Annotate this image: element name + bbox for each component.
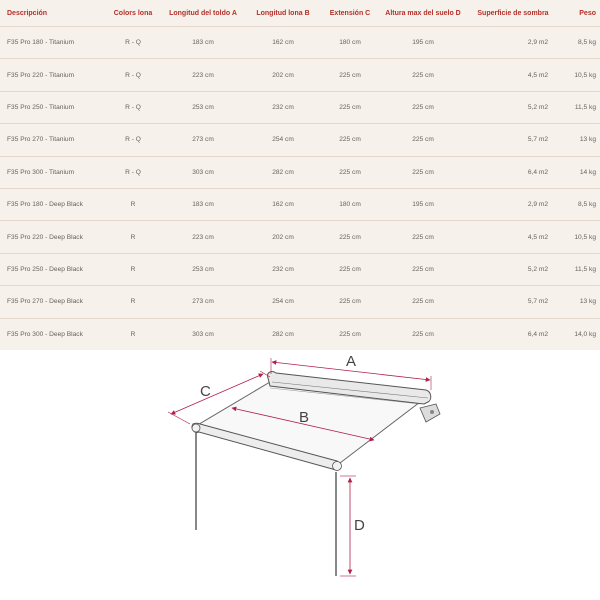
cell-colors: R - Q bbox=[104, 59, 162, 91]
table-header-row bbox=[0, 0, 600, 27]
cell-descripcion: F35 Pro 300 - Deep Black bbox=[0, 318, 104, 350]
cell-longitud-b: 282 cm bbox=[244, 156, 322, 188]
cell-extension-c: 225 cm bbox=[322, 91, 378, 123]
cell-longitud-a: 273 cm bbox=[162, 124, 244, 156]
cell-descripcion: F35 Pro 220 - Titanium bbox=[0, 59, 104, 91]
cell-peso: 11,5 kg bbox=[558, 91, 600, 123]
cell-colors: R bbox=[104, 188, 162, 220]
cell-descripcion: F35 Pro 300 - Titanium bbox=[0, 156, 104, 188]
table-row bbox=[0, 27, 600, 59]
header-altura-d: Altura max del suelo D bbox=[385, 9, 461, 17]
cell-altura-d: 225 cm bbox=[378, 91, 468, 123]
table-row bbox=[0, 221, 600, 253]
cell-longitud-b: 162 cm bbox=[244, 27, 322, 59]
cell-extension-c: 180 cm bbox=[322, 188, 378, 220]
front-bar-cap-left bbox=[192, 424, 200, 432]
cell-longitud-b: 232 cm bbox=[244, 91, 322, 123]
cell-descripcion: F35 Pro 220 - Deep Black bbox=[0, 221, 104, 253]
cell-peso: 10,5 kg bbox=[558, 59, 600, 91]
cell-longitud-a: 183 cm bbox=[162, 188, 244, 220]
cell-extension-c: 225 cm bbox=[322, 318, 378, 350]
header-colors: Colors lona bbox=[113, 9, 153, 17]
cell-longitud-b: 232 cm bbox=[244, 253, 322, 285]
table-row bbox=[0, 253, 600, 285]
cell-peso: 10,5 kg bbox=[558, 221, 600, 253]
cell-longitud-b: 282 cm bbox=[244, 318, 322, 350]
cell-superficie: 6,4 m2 bbox=[468, 318, 558, 350]
cell-altura-d: 225 cm bbox=[378, 253, 468, 285]
cell-superficie: 5,2 m2 bbox=[468, 253, 558, 285]
cell-altura-d: 225 cm bbox=[378, 156, 468, 188]
front-bar-cap-right bbox=[333, 462, 342, 471]
table-body bbox=[0, 27, 600, 350]
cell-peso: 8,5 kg bbox=[558, 188, 600, 220]
cell-descripcion: F35 Pro 250 - Deep Black bbox=[0, 253, 104, 285]
cell-longitud-a: 183 cm bbox=[162, 27, 244, 59]
table-row bbox=[0, 59, 600, 91]
cell-peso: 13 kg bbox=[558, 286, 600, 318]
cell-descripcion: F35 Pro 250 - Titanium bbox=[0, 91, 104, 123]
table-row bbox=[0, 91, 600, 123]
cell-peso: 14 kg bbox=[558, 156, 600, 188]
cell-descripcion: F35 Pro 270 - Deep Black bbox=[0, 286, 104, 318]
cell-longitud-b: 202 cm bbox=[244, 221, 322, 253]
header-extension-c: Extensión C bbox=[329, 9, 371, 17]
cell-descripcion: F35 Pro 270 - Titanium bbox=[0, 124, 104, 156]
awning-diagram bbox=[0, 340, 600, 600]
cell-altura-d: 195 cm bbox=[378, 27, 468, 59]
cell-longitud-a: 253 cm bbox=[162, 253, 244, 285]
cell-peso: 13 kg bbox=[558, 124, 600, 156]
cell-longitud-a: 223 cm bbox=[162, 59, 244, 91]
cell-peso: 14,0 kg bbox=[558, 318, 600, 350]
cell-superficie: 4,5 m2 bbox=[468, 221, 558, 253]
dimension-a-label: A bbox=[346, 353, 357, 370]
cell-altura-d: 225 cm bbox=[378, 318, 468, 350]
table-row bbox=[0, 124, 600, 156]
cell-longitud-b: 254 cm bbox=[244, 124, 322, 156]
cell-longitud-b: 162 cm bbox=[244, 188, 322, 220]
cell-peso: 8,5 kg bbox=[558, 27, 600, 59]
header-longitud-b: Longitud lona B bbox=[256, 9, 310, 17]
table-row bbox=[0, 286, 600, 318]
cell-extension-c: 225 cm bbox=[322, 253, 378, 285]
cell-altura-d: 225 cm bbox=[378, 59, 468, 91]
cell-altura-d: 225 cm bbox=[378, 221, 468, 253]
cell-colors: R bbox=[104, 318, 162, 350]
cell-longitud-a: 303 cm bbox=[162, 318, 244, 350]
cell-colors: R - Q bbox=[104, 91, 162, 123]
table-row bbox=[0, 188, 600, 220]
cell-colors: R bbox=[104, 221, 162, 253]
cell-superficie: 2,9 m2 bbox=[468, 188, 558, 220]
cell-colors: R - Q bbox=[104, 27, 162, 59]
cell-longitud-a: 253 cm bbox=[162, 91, 244, 123]
cell-extension-c: 225 cm bbox=[322, 156, 378, 188]
dimension-b-label: B bbox=[299, 409, 310, 426]
bracket-bolt bbox=[430, 410, 434, 414]
cell-longitud-a: 273 cm bbox=[162, 286, 244, 318]
cell-colors: R - Q bbox=[104, 124, 162, 156]
cell-peso: 11,5 kg bbox=[558, 253, 600, 285]
cell-altura-d: 225 cm bbox=[378, 124, 468, 156]
cell-longitud-b: 254 cm bbox=[244, 286, 322, 318]
cell-altura-d: 195 cm bbox=[378, 188, 468, 220]
cell-colors: R bbox=[104, 286, 162, 318]
dimension-c-label: C bbox=[200, 383, 211, 400]
cell-superficie: 5,7 m2 bbox=[468, 286, 558, 318]
cell-superficie: 5,2 m2 bbox=[468, 91, 558, 123]
cell-extension-c: 180 cm bbox=[322, 27, 378, 59]
cell-extension-c: 225 cm bbox=[322, 59, 378, 91]
dimension-d-label: D bbox=[354, 517, 365, 534]
cell-longitud-a: 223 cm bbox=[162, 221, 244, 253]
cell-extension-c: 225 cm bbox=[322, 286, 378, 318]
cell-colors: R bbox=[104, 253, 162, 285]
cell-colors: R - Q bbox=[104, 156, 162, 188]
cell-longitud-b: 202 cm bbox=[244, 59, 322, 91]
header-superficie: Superficie de sombra bbox=[477, 9, 549, 17]
header-peso: Peso bbox=[579, 9, 596, 17]
wall-bracket bbox=[420, 404, 440, 422]
cell-longitud-a: 303 cm bbox=[162, 156, 244, 188]
header-descripcion: Descripción bbox=[7, 9, 48, 17]
cell-superficie: 5,7 m2 bbox=[468, 124, 558, 156]
table-row bbox=[0, 156, 600, 188]
cell-extension-c: 225 cm bbox=[322, 124, 378, 156]
cell-superficie: 4,5 m2 bbox=[468, 59, 558, 91]
cell-altura-d: 225 cm bbox=[378, 286, 468, 318]
cell-superficie: 6,4 m2 bbox=[468, 156, 558, 188]
cell-descripcion: F35 Pro 180 - Titanium bbox=[0, 27, 104, 59]
cell-superficie: 2,9 m2 bbox=[468, 27, 558, 59]
dimension-c-ext-bottom bbox=[168, 412, 190, 424]
cell-extension-c: 225 cm bbox=[322, 221, 378, 253]
cell-descripcion: F35 Pro 180 - Deep Black bbox=[0, 188, 104, 220]
header-longitud-a: Longitud del toldo A bbox=[169, 9, 237, 17]
